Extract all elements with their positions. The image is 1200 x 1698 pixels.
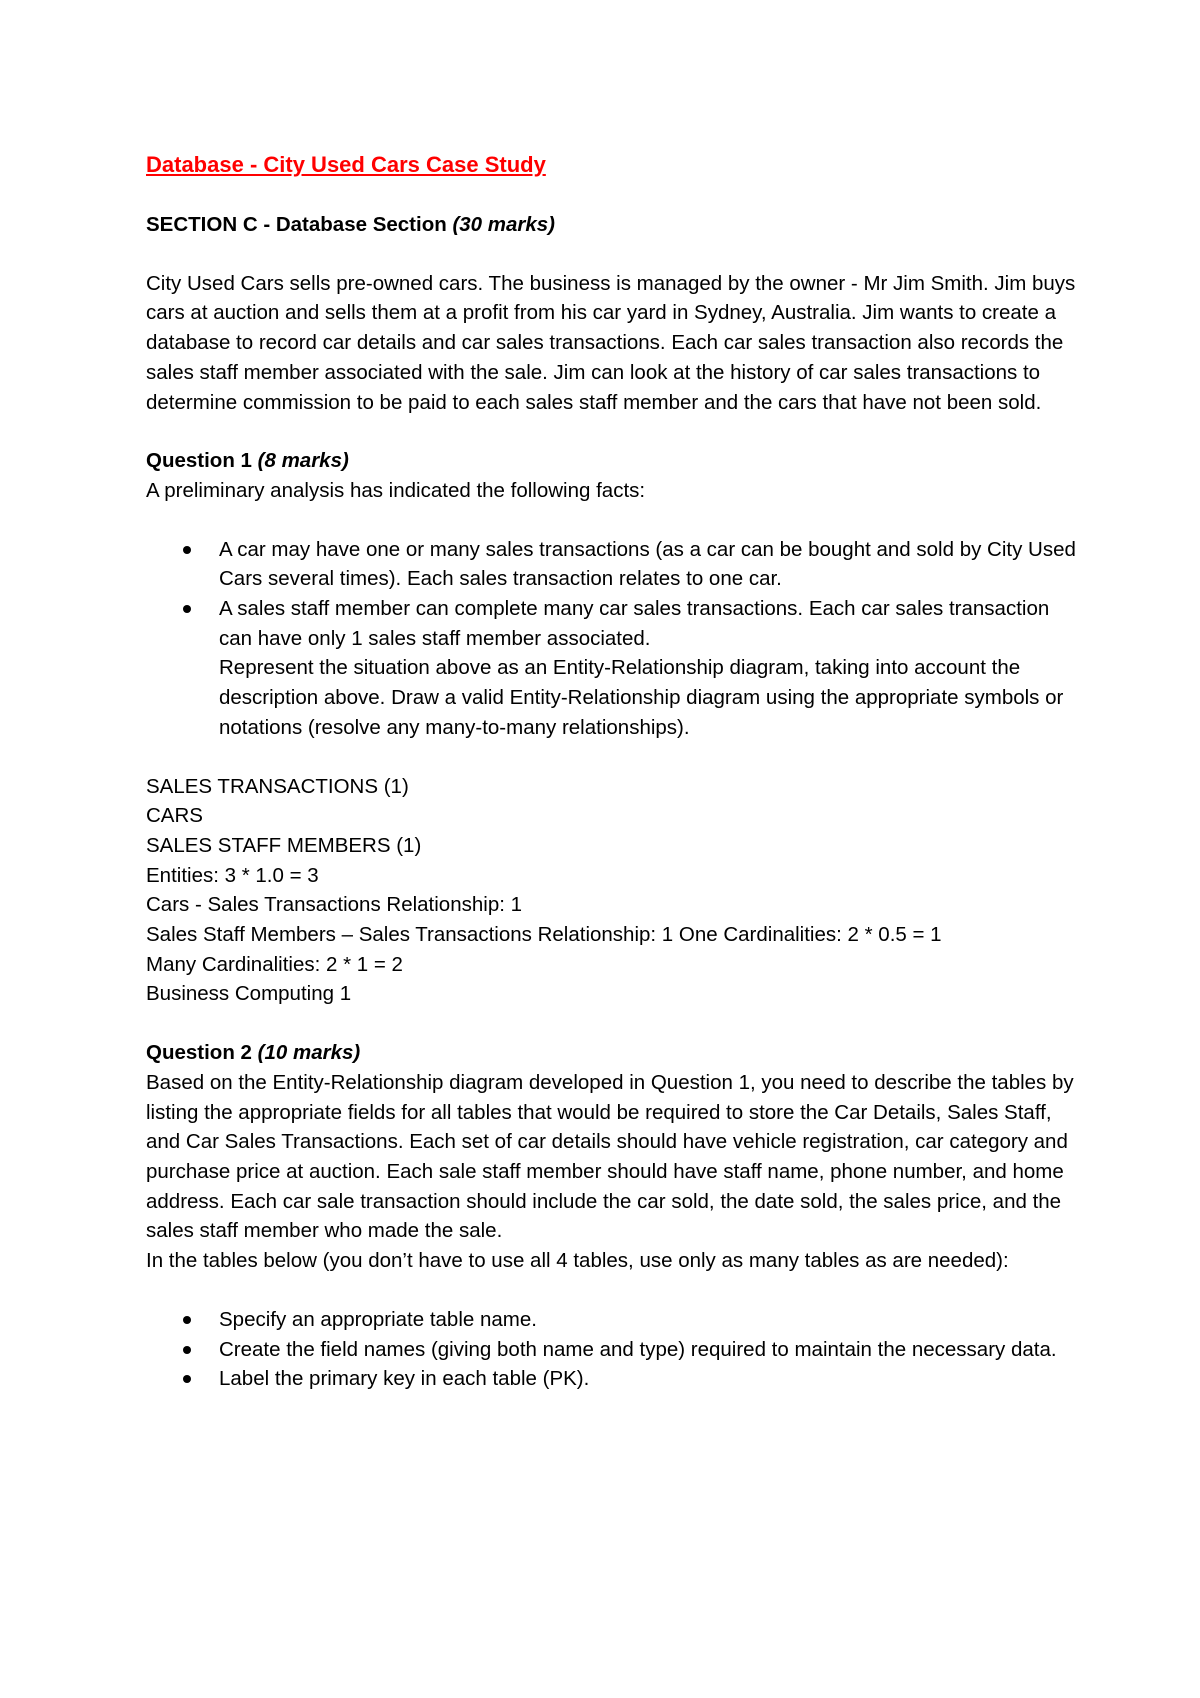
answer-line: CARS [146,804,203,828]
answer-line: SALES TRANSACTIONS (1) [146,774,409,798]
list-item [146,1335,1076,1365]
question-1-bullet-2: A sales staff member can complete many car sales transactions. Each car sales transaction can have only 1 sales staff member associated. [219,597,1050,650]
answer-line: Business Computing 1 [146,982,352,1006]
list-item [146,535,1076,594]
question-1-answer-lines [146,772,1076,1010]
question-2-bullet-3: Label the primary key in each table (PK). [219,1367,590,1391]
question-2-body-2: In the tables below (you don’t have to use all 4 tables, use only as many tables as are needed): [146,1249,1009,1273]
question-1-heading [146,446,1076,476]
question-1-instruction: Represent the situation above as an Entity-Relationship diagram, taking into account the description above. Draw a valid Entity-Relationship diagram using the appropriate symbols or notations (resolve any many-to-many relationships). [219,656,1064,739]
bullet-icon [183,1375,191,1383]
section-label: SECTION C - Database Section [146,213,447,236]
bullet-icon [183,605,191,613]
list-item [146,1364,1076,1394]
question-1-label: Question 1 [146,449,252,473]
answer-line: Sales Staff Members – Sales Transactions Relationship: 1 One Cardinalities: 2 * 0.5 = 1 [146,923,942,947]
bullet-icon [183,546,191,554]
section-heading [146,210,1076,240]
list-item [146,594,1076,743]
question-1-bullet-1: A car may have one or many sales transactions (as a car can be bought and sold by City Used Cars several times). Each sales transaction relates to one car. [219,537,1076,591]
bullet-icon [183,1316,191,1324]
answer-line: Many Cardinalities: 2 * 1 = 2 [146,952,403,976]
question-2-bullet-list [146,1305,1076,1394]
question-1-lead: A preliminary analysis has indicated the following facts: [146,478,646,502]
question-1-marks: (8 marks) [257,449,349,473]
document-title: Database - City Used Cars Case Study [146,152,546,177]
question-2-body: Based on the Entity-Relationship diagram developed in Question 1, you need to describe the tables by listing the appropriate fields for all tables that would be required to store the Car Details, Sales Staff, and Car Sales Transactions. Each set of car details should have vehicle registration, car category and purchase price at auction. Each sale staff member should have staff name, phone number, and home address. Each car sale transaction should include the car sold, the date sold, the sales price, and the sales staff member who made the sale. [146,1070,1074,1243]
list-item [146,1305,1076,1335]
question-2-marks: (10 marks) [257,1041,361,1065]
intro-paragraph: City Used Cars sells pre-owned cars. The business is managed by the owner - Mr Jim Smith. Jim buys cars at auction and sells them at a profit from his car yard in Sydney, Australia. Jim wants to create a database to record car details and car sales transactions. Each car sales transaction also records the sales staff member associated with the sale. Jim can look at the history of car sales transactions to determine commission to be paid to each sales staff member and the cars that have not been sold. [146,271,1076,414]
answer-line: SALES STAFF MEMBERS (1) [146,833,422,857]
answer-line: Entities: 3 * 1.0 = 3 [146,863,319,887]
question-2-heading [146,1038,1076,1068]
bullet-icon [183,1346,191,1354]
answer-line: Cars - Sales Transactions Relationship: 1 [146,893,523,917]
question-2-bullet-2: Create the field names (giving both name and type) required to maintain the necessary data. [219,1337,1057,1361]
question-2-label: Question 2 [146,1041,252,1065]
question-1-bullet-list [146,535,1076,743]
question-2-bullet-1: Specify an appropriate table name. [219,1307,537,1331]
section-marks: (30 marks) [452,213,555,236]
document-page [146,150,1076,1423]
